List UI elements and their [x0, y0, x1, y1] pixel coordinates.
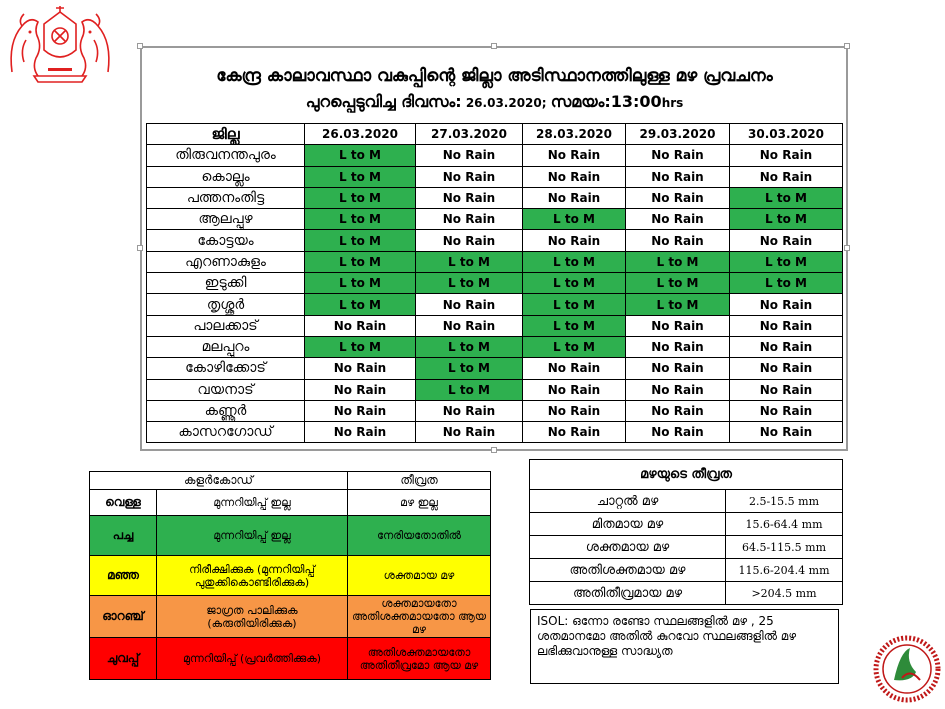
table-row — [147, 422, 843, 443]
table-row — [147, 358, 843, 379]
legend-color-name: പച്ച — [90, 516, 157, 556]
forecast-cell: No Rain — [305, 400, 416, 421]
legend-row — [90, 638, 491, 680]
forecast-cell: No Rain — [626, 336, 730, 357]
intensity-header-row — [530, 460, 843, 490]
forecast-cell: L to M — [305, 230, 416, 251]
forecast-cell: L to M — [626, 294, 730, 315]
forecast-cell: L to M — [730, 187, 843, 208]
intensity-label: അതിതീവ്രമായ മഴ — [530, 582, 726, 605]
table-row — [147, 209, 843, 230]
legend-row — [90, 596, 491, 638]
forecast-cell: No Rain — [523, 358, 626, 379]
legend-row — [90, 556, 491, 596]
legend-intensity: മഴ ഇല്ല — [348, 490, 491, 516]
intensity-range: 15.6-64.4 mm — [726, 513, 843, 536]
color-code-legend — [89, 471, 491, 680]
intensity-title: മഴയുടെ തീവ്രത — [530, 460, 843, 490]
legend-colorcode-header: കളർകോഡ് — [90, 472, 348, 490]
table-row — [147, 273, 843, 294]
legend-warning: മുന്നറിയിപ്പ് (പ്രവർത്തിക്കുക) — [157, 638, 348, 680]
forecast-cell: No Rain — [416, 145, 523, 166]
forecast-cell: No Rain — [626, 422, 730, 443]
forecast-cell: No Rain — [416, 422, 523, 443]
forecast-cell: No Rain — [626, 358, 730, 379]
resize-handle-top[interactable] — [491, 43, 497, 49]
title-box — [148, 50, 841, 123]
forecast-cell: No Rain — [523, 145, 626, 166]
resize-handle-top-right[interactable] — [844, 43, 850, 49]
page-title: കേന്ദ്ര കാലാവസ്ഥാ വകുപ്പിന്റെ ജില്ലാ അടിസ്ഥാനത്തിലുള്ള മഴ പ്രവചനം — [216, 66, 773, 86]
intensity-row — [530, 536, 843, 559]
legend-color-name: വെള്ള — [90, 490, 157, 516]
table-row — [147, 379, 843, 400]
forecast-cell: L to M — [416, 358, 523, 379]
date-header: 30.03.2020 — [730, 124, 843, 145]
district-name: കോഴിക്കോട് — [147, 358, 305, 379]
legend-row — [90, 490, 491, 516]
intensity-row — [530, 513, 843, 536]
forecast-cell: L to M — [416, 336, 523, 357]
forecast-header-row — [147, 124, 843, 145]
table-row — [147, 251, 843, 272]
forecast-cell: No Rain — [416, 315, 523, 336]
forecast-cell: L to M — [416, 379, 523, 400]
legend-color-name: മഞ്ഞ — [90, 556, 157, 596]
district-name: തൃശ്ശൂർ — [147, 294, 305, 315]
intensity-row — [530, 559, 843, 582]
table-row — [147, 294, 843, 315]
resize-handle-left[interactable] — [137, 245, 143, 251]
date-header: 28.03.2020 — [523, 124, 626, 145]
resize-handle-bottom[interactable] — [491, 447, 497, 453]
time-label: സമയം: — [550, 92, 611, 111]
rain-intensity-table — [529, 459, 843, 605]
intensity-label: ചാറ്റൽ മഴ — [530, 490, 726, 513]
forecast-cell: L to M — [305, 187, 416, 208]
legend-header-row — [90, 472, 491, 490]
legend-intensity-header: തീവ്രത — [348, 472, 491, 490]
forecast-cell: No Rain — [523, 230, 626, 251]
forecast-cell: No Rain — [523, 400, 626, 421]
forecast-cell: L to M — [626, 251, 730, 272]
forecast-cell: No Rain — [523, 379, 626, 400]
forecast-cell: L to M — [730, 273, 843, 294]
forecast-cell: No Rain — [730, 230, 843, 251]
legend-intensity: ശക്തമായതോ അതിശക്തമായതോ ആയ മഴ — [348, 596, 491, 638]
forecast-cell: No Rain — [523, 422, 626, 443]
forecast-cell: L to M — [305, 273, 416, 294]
forecast-cell: L to M — [305, 166, 416, 187]
isol-note: ISOL: ഒന്നോ രണ്ടോ സ്ഥലങ്ങളിൽ മഴ , 25 ശതമാനമോ അതിൽ കുറവോ സ്ഥലങ്ങളിൽ മഴ ലഭിക്കുവാനുള്ള സാദ്ധ്യത — [530, 609, 839, 684]
date-header: 29.03.2020 — [626, 124, 730, 145]
forecast-cell: No Rain — [730, 145, 843, 166]
district-name: തിരുവനന്തപുരം — [147, 145, 305, 166]
forecast-cell: L to M — [305, 251, 416, 272]
forecast-cell: No Rain — [416, 230, 523, 251]
forecast-cell: No Rain — [305, 379, 416, 400]
forecast-cell: No Rain — [305, 358, 416, 379]
district-name: ഇടുക്കി — [147, 273, 305, 294]
forecast-cell: No Rain — [626, 400, 730, 421]
forecast-cell: L to M — [523, 209, 626, 230]
intensity-label: ശക്തമായ മഴ — [530, 536, 726, 559]
forecast-cell: L to M — [416, 251, 523, 272]
intensity-range: 2.5-15.5 mm — [726, 490, 843, 513]
resize-handle-top-left[interactable] — [137, 43, 143, 49]
district-header: ജില്ല — [147, 124, 305, 145]
table-row — [147, 166, 843, 187]
legend-intensity: ശക്തമായ മഴ — [348, 556, 491, 596]
intensity-row — [530, 582, 843, 605]
legend-intensity: നേരിയതോതിൽ — [348, 516, 491, 556]
forecast-cell: No Rain — [730, 422, 843, 443]
intensity-range: 115.6-204.4 mm — [726, 559, 843, 582]
forecast-cell: No Rain — [730, 315, 843, 336]
forecast-cell: L to M — [305, 145, 416, 166]
forecast-cell: No Rain — [730, 166, 843, 187]
issued-label: പുറപ്പെടുവിച്ച ദിവസം: — [305, 92, 462, 111]
forecast-cell: No Rain — [416, 209, 523, 230]
forecast-cell: No Rain — [305, 315, 416, 336]
forecast-cell: No Rain — [626, 379, 730, 400]
forecast-cell: No Rain — [730, 379, 843, 400]
forecast-cell: No Rain — [626, 230, 730, 251]
legend-warning: നിരീക്ഷിക്കുക (മുന്നറിയിപ്പ് പുതുക്കികൊണ്ടിരിക്കുക) — [157, 556, 348, 596]
forecast-cell: No Rain — [626, 187, 730, 208]
time-unit: hrs — [661, 96, 684, 110]
district-name: കൊല്ലം — [147, 166, 305, 187]
forecast-cell: No Rain — [730, 336, 843, 357]
legend-warning: മുന്നറിയിപ്പ് ഇല്ല — [157, 490, 348, 516]
forecast-cell: No Rain — [305, 422, 416, 443]
issued-line — [148, 92, 841, 112]
forecast-cell: No Rain — [416, 400, 523, 421]
district-name: മലപ്പുറം — [147, 336, 305, 357]
intensity-range: 64.5-115.5 mm — [726, 536, 843, 559]
forecast-cell: L to M — [626, 273, 730, 294]
district-name: കോട്ടയം — [147, 230, 305, 251]
legend-warning: ജാഗ്രത പാലിക്കുക (കരുതിയിരിക്കുക) — [157, 596, 348, 638]
district-name: കണ്ണൂർ — [147, 400, 305, 421]
forecast-cell: No Rain — [416, 166, 523, 187]
forecast-cell: No Rain — [730, 294, 843, 315]
forecast-cell: No Rain — [416, 187, 523, 208]
forecast-cell: L to M — [523, 251, 626, 272]
forecast-cell: L to M — [730, 251, 843, 272]
forecast-cell: L to M — [523, 336, 626, 357]
forecast-cell: No Rain — [626, 166, 730, 187]
forecast-cell: No Rain — [626, 315, 730, 336]
forecast-cell: L to M — [523, 273, 626, 294]
forecast-cell: No Rain — [523, 166, 626, 187]
table-row — [147, 400, 843, 421]
legend-intensity: അതിശക്തമായതോ അതിതീവ്രമോ ആയ മഴ — [348, 638, 491, 680]
forecast-cell: L to M — [305, 294, 416, 315]
forecast-cell: No Rain — [416, 294, 523, 315]
forecast-cell: No Rain — [626, 209, 730, 230]
forecast-cell: L to M — [305, 209, 416, 230]
intensity-row — [530, 490, 843, 513]
time-value: 13:00 — [610, 92, 662, 111]
district-name: വയനാട് — [147, 379, 305, 400]
legend-color-name: ഓറഞ്ച് — [90, 596, 157, 638]
table-row — [147, 187, 843, 208]
forecast-cell: L to M — [523, 294, 626, 315]
table-row — [147, 145, 843, 166]
forecast-cell: No Rain — [730, 358, 843, 379]
table-row — [147, 230, 843, 251]
date-header: 26.03.2020 — [305, 124, 416, 145]
table-row — [147, 336, 843, 357]
table-row — [147, 315, 843, 336]
district-name: പാലക്കാട് — [147, 315, 305, 336]
ksdma-logo-icon — [872, 632, 942, 706]
forecast-cell: L to M — [416, 273, 523, 294]
district-name: കാസറഗോഡ് — [147, 422, 305, 443]
kerala-emblem-icon — [4, 2, 116, 86]
forecast-cell: L to M — [730, 209, 843, 230]
intensity-range: >204.5 mm — [726, 582, 843, 605]
issued-date: 26.03.2020; — [461, 96, 551, 110]
forecast-cell: No Rain — [523, 187, 626, 208]
forecast-cell: No Rain — [730, 400, 843, 421]
district-name: ആലപ്പുഴ — [147, 209, 305, 230]
intensity-label: മിതമായ മഴ — [530, 513, 726, 536]
forecast-table — [146, 123, 843, 443]
district-name: എറണാകുളം — [147, 251, 305, 272]
district-name: പത്തനംതിട്ട — [147, 187, 305, 208]
legend-row — [90, 516, 491, 556]
forecast-cell: No Rain — [626, 145, 730, 166]
intensity-label: അതിശക്തമായ മഴ — [530, 559, 726, 582]
forecast-cell: L to M — [305, 336, 416, 357]
legend-color-name: ചുവപ്പ് — [90, 638, 157, 680]
resize-handle-right[interactable] — [844, 245, 850, 251]
legend-warning: മുന്നറിയിപ്പ് ഇല്ല — [157, 516, 348, 556]
forecast-cell: L to M — [523, 315, 626, 336]
date-header: 27.03.2020 — [416, 124, 523, 145]
